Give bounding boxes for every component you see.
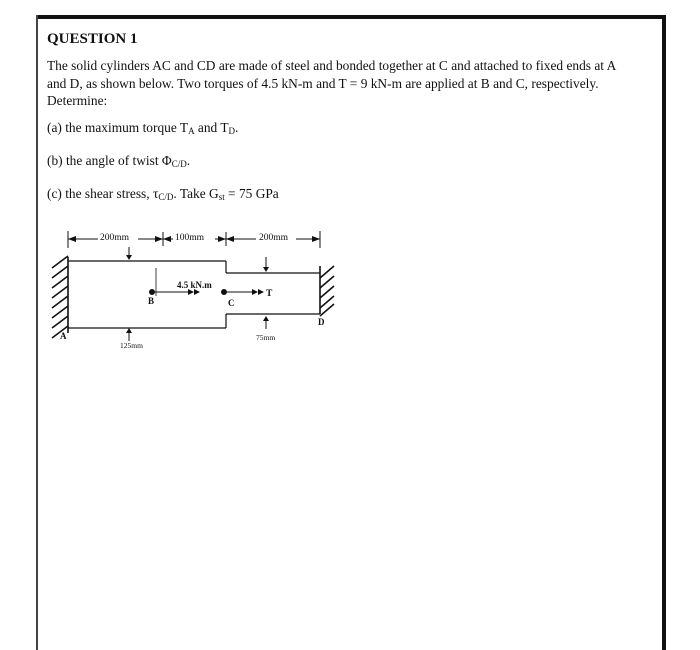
intro-line-1: The solid cylinders AC and CD are made of steel and bonded together at C and attached to fixed ends at A (47, 58, 617, 73)
dim-label-cd: 200mm (259, 233, 289, 243)
fixed-support-a (52, 256, 68, 338)
part-b: (b) the angle of twist $\Phi_{C/D}$. (47, 153, 191, 169)
point-c-dot (221, 289, 227, 295)
dim-label-bc: 100mm (175, 233, 205, 243)
part-a: (a) the maximum torque $T_A$ and $T_D$. (47, 120, 239, 136)
diameter-label-cd: 75mm (256, 333, 276, 342)
intro-line-3: Determine: (47, 93, 108, 108)
point-a-label: A (60, 331, 67, 341)
dim-label-ab: 200mm (100, 233, 130, 243)
part-c: (c) the shear stress, $\tau_{C/D}$. Take $G_{st} = 75$ GPa (47, 186, 279, 202)
torque-c-double-arrow (252, 289, 264, 295)
torque-c-label: T (266, 289, 273, 299)
diameter-arrow-heads (126, 255, 269, 333)
point-b-label: B (148, 296, 155, 306)
question-title: QUESTION 1 (47, 31, 138, 47)
torque-b-label: 4.5 kN.m (177, 280, 212, 290)
point-d-label: D (318, 317, 325, 327)
diameter-label-ac: 125mm (120, 341, 143, 350)
point-b-dot (149, 289, 155, 295)
point-c-label: C (228, 298, 235, 308)
intro-line-2: and D, as shown below. Two torques of 4.5 kN-m and T = 9 kN-m are applied at B and C, respectively. (47, 75, 599, 91)
fixed-support-d (320, 266, 334, 316)
